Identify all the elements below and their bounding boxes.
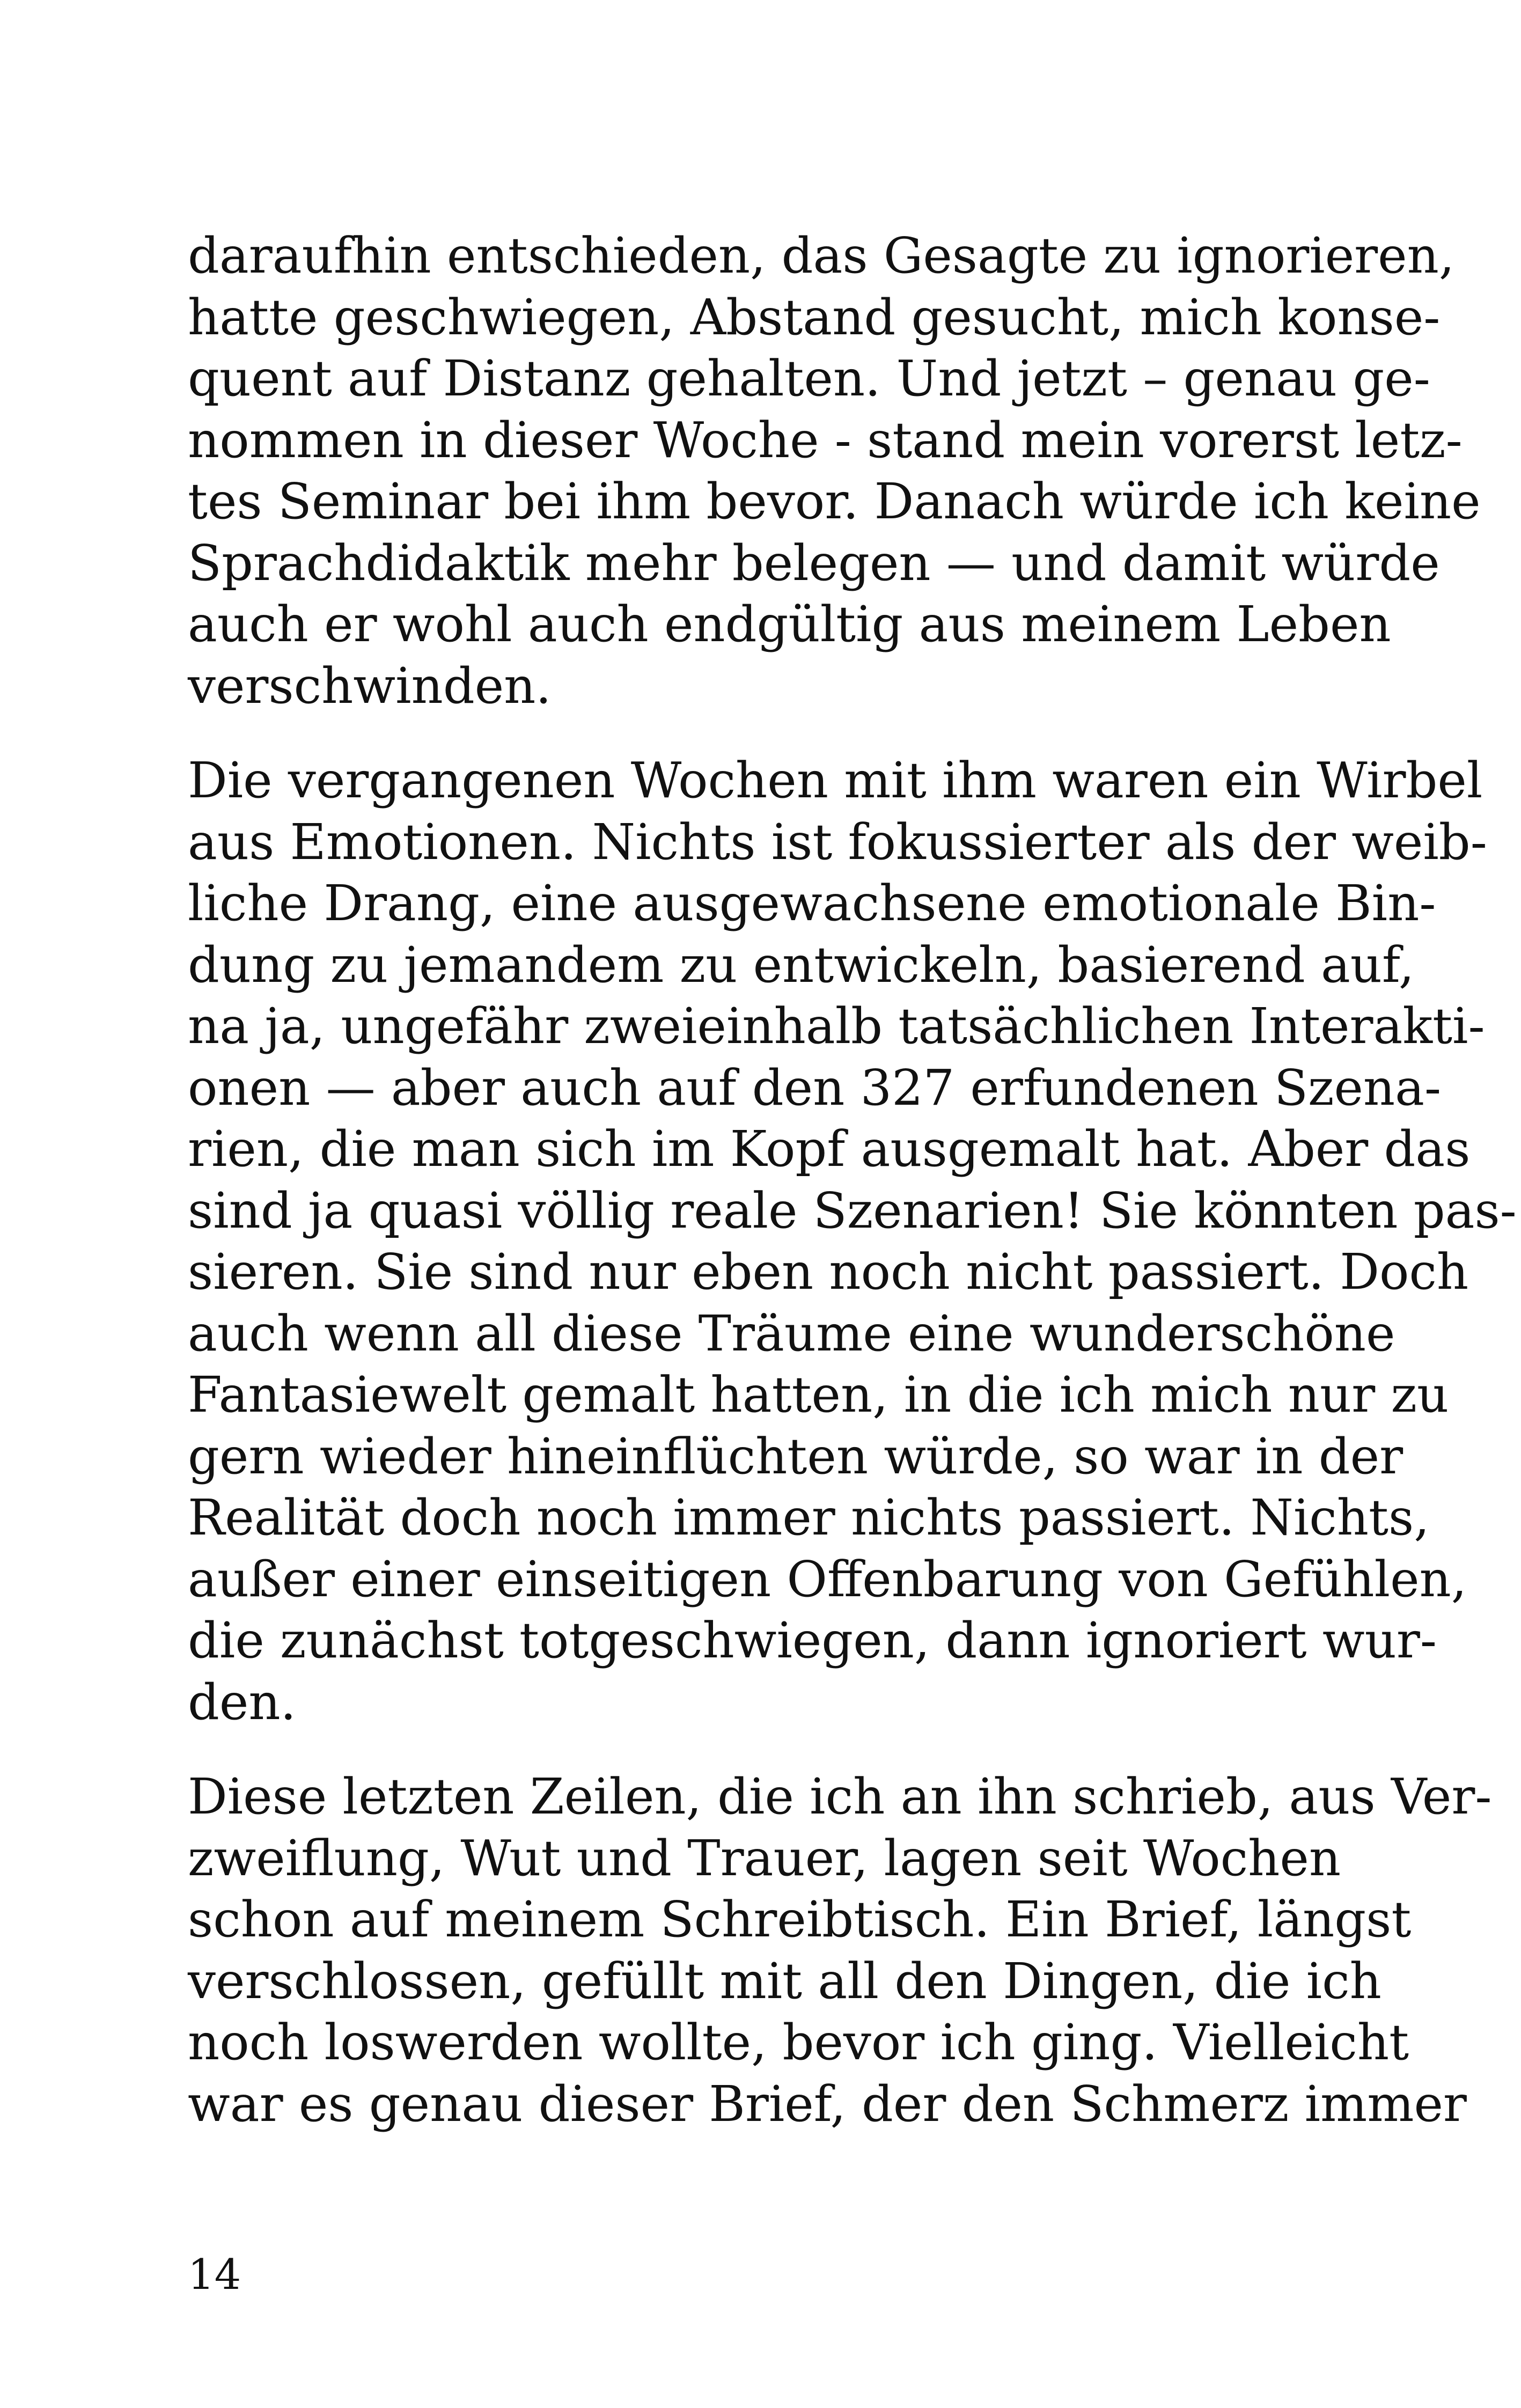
text-line: war es genau dieser Brief, der den Schmerz immer [188, 2075, 1467, 2133]
text-line: dung zu jemandem zu entwickeln, basierend auf, [188, 936, 1415, 994]
text-line: schon auf meinem Schreibtisch. Ein Brief, längst [188, 1891, 1412, 1948]
text-line: gern wieder hineinflüchten würde, so war in der [188, 1427, 1404, 1485]
text-line: quent auf Distanz gehalten. Und jetzt – genau ge- [188, 350, 1430, 407]
text-line: tes Seminar bei ihm bevor. Danach würde ich keine [188, 473, 1481, 530]
text-line: na ja, ungefähr zweieinhalb tatsächlichen Interakti- [188, 997, 1485, 1055]
text-line: Fantasiewelt gemalt hatten, in die ich mich nur zu [188, 1366, 1449, 1423]
text-line: Diese letzten Zeilen, die ich an ihn schrieb, aus Ver- [188, 1768, 1492, 1825]
body-text [188, 225, 1517, 2135]
text-line: noch loswerden wollte, bevor ich ging. Vielleicht [188, 2014, 1409, 2071]
text-line: auch er wohl auch endgültig aus meinem Leben [188, 596, 1391, 653]
paragraph-1 [188, 225, 1481, 717]
text-line: daraufhin entschieden, das Gesagte zu ignorieren, [188, 227, 1455, 284]
page-number: 14 [188, 2251, 241, 2299]
text-line: hatte geschwiegen, Abstand gesucht, mich konse- [188, 288, 1441, 346]
text-line: die zunächst totgeschwiegen, dann ignoriert wur- [188, 1612, 1437, 1669]
text-line: zweiflung, Wut und Trauer, lagen seit Wochen [188, 1829, 1341, 1887]
text-line: onen — aber auch auf den 327 erfundenen Szena- [188, 1059, 1442, 1117]
paragraph-3 [188, 1766, 1492, 2135]
text-line: den. [188, 1673, 296, 1731]
paragraph-spacing [188, 1733, 1301, 1766]
text-line: nommen in dieser Woche - stand mein vorerst letz- [188, 411, 1463, 469]
paragraph-spacing [188, 717, 1301, 750]
text-line: aus Emotionen. Nichts ist fokussierter als der weib- [188, 813, 1487, 871]
text-line: auch wenn all diese Träume eine wunderschöne [188, 1304, 1395, 1362]
text-line: außer einer einseitigen Offenbarung von Gefühlen, [188, 1550, 1467, 1608]
text-line: sieren. Sie sind nur eben noch nicht passiert. Doch [188, 1243, 1469, 1301]
text-line: liche Drang, eine ausgewachsene emotionale Bin- [188, 875, 1436, 932]
text-line: rien, die man sich im Kopf ausgemalt hat. Aber das [188, 1120, 1471, 1178]
text-line: Sprachdidaktik mehr belegen — und damit würde [188, 534, 1440, 592]
text-line: Die vergangenen Wochen mit ihm waren ein Wirbel [188, 752, 1483, 809]
text-line: Realität doch noch immer nichts passiert. Nichts, [188, 1489, 1430, 1546]
text-line: verschwinden. [188, 657, 552, 715]
paragraph-2 [188, 750, 1517, 1733]
text-line: sind ja quasi völlig reale Szenarien! Sie könnten pas- [188, 1181, 1517, 1239]
text-line: verschlossen, gefüllt mit all den Dingen, die ich [188, 1952, 1382, 2010]
